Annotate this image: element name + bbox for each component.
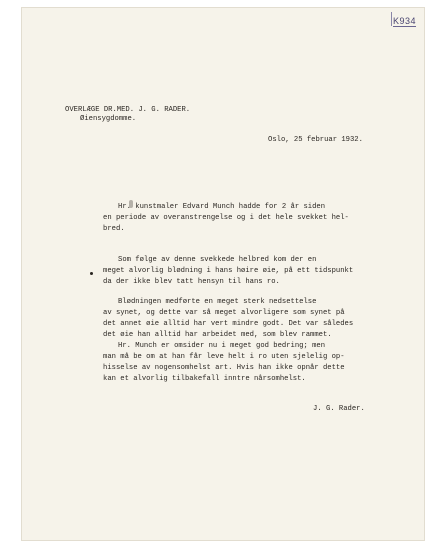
body-line: av synet, og dette var så meget alvorligere som synet på <box>103 309 345 317</box>
signature: J. G. Rader. <box>313 405 365 413</box>
body-line: Hr. kunstmaler Edvard Munch hadde for 2 år siden <box>118 203 326 211</box>
body-line: det øie han alltid har arbeidet med, som blev rammet. <box>103 331 332 339</box>
body-line: kan et alvorlig tilbakefall inntre nårsomhelst. <box>103 375 306 383</box>
body-line: da der ikke blev tatt hensyn til hans ro. <box>103 278 280 286</box>
body-line: man må be om at han får leve helt i ro uten sjelelig op- <box>103 353 345 361</box>
body-line: Hr. Munch er omsider nu i meget god bedring; men <box>118 342 326 350</box>
letterhead-specialty: Øiensygdomme. <box>80 115 137 123</box>
margin-mark <box>90 272 93 275</box>
archive-number: K934 <box>393 16 417 26</box>
body-line: meget alvorlig blødning i hans høire øie, på ett tidspunkt <box>103 267 354 275</box>
letterhead-name: OVERLÆGE DR.MED. J. G. RADER. <box>65 106 191 114</box>
body-line: Som følge av denne svekkede helbred kom der en <box>118 256 317 264</box>
letter-date: Oslo, 25 februar 1932. <box>268 136 363 144</box>
body-line: hisselse av nogensomhelst art. Hvis han ikke opnår dette <box>103 364 345 372</box>
body-line: bred. <box>103 225 125 233</box>
body-line: en periode av overanstrengelse og i det hele svekket hel- <box>103 214 349 222</box>
body-line: Blødningen medførte en meget sterk nedsettelse <box>118 298 317 306</box>
body-line: det annet øie alltid har vert mindre godt. Det var således <box>103 320 354 328</box>
ink-smudge <box>129 200 133 208</box>
